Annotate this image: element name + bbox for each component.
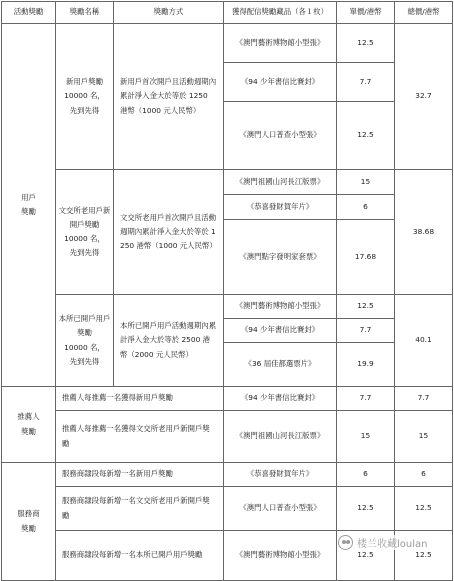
watermark	[338, 535, 427, 550]
item-cell: 《94 少年書信比賽封》	[224, 387, 337, 411]
method-cell: 文交所老用戶首次開戶且活動週期內累計淨入金大於等於 1250 港幣（1000 元人民幣）	[114, 170, 224, 295]
unit-price-cell: 7.7	[337, 387, 395, 411]
item-cell: 《澳門藝術博物館小型張》	[224, 295, 337, 319]
item-cell: 《94 少年書信比賽封》	[224, 319, 337, 343]
category-cell: 推薦人 獎勵	[2, 387, 56, 463]
table-header-row	[2, 2, 453, 24]
unit-price-cell: 7.7	[337, 319, 395, 343]
item-cell: 《澳門祖國山河長江版票》	[224, 170, 337, 195]
total-price-cell: 6	[395, 463, 453, 487]
method-cell: 本所已開戶用戶活動週期內累計淨入金大於等於 2500 港幣（2000 元人民幣）	[114, 295, 224, 387]
unit-price-cell: 6	[337, 195, 395, 220]
table-row	[2, 387, 453, 411]
table-row	[2, 170, 453, 195]
total-price-cell: 12.5	[395, 531, 453, 581]
wechat-icon	[338, 535, 353, 550]
unit-price-cell: 12.5	[337, 102, 395, 170]
unit-price-cell: 12.5	[337, 295, 395, 319]
total-price-cell: 12.5	[395, 487, 453, 531]
method-cell: 新用戶首次開戶且活動週期內累計淨入金大於等於 1250 港幣（1000 元人民幣）	[114, 24, 224, 170]
header-method: 獎勵方式	[114, 2, 224, 24]
reward-name-cell: 文交所老用戶新開戶獎勵 10000 名， 先到先得	[56, 170, 114, 295]
method-cell: 服務商隸段每新增一名文交所老用戶新開戶獎勵	[56, 487, 224, 531]
table-row	[2, 487, 453, 531]
header-activity: 活動獎勵	[2, 2, 56, 24]
reward-name-cell: 新用戶獎勵 10000 名， 先到先得	[56, 24, 114, 170]
header-total-price: 總價/港幣	[395, 2, 453, 24]
unit-price-cell: 7.7	[337, 63, 395, 102]
method-cell: 推薦人每推薦一名獲得文交所老用戶新開戶獎勵	[56, 411, 224, 463]
table-row	[2, 24, 453, 63]
item-cell: 《澳門人口普查小型張》	[224, 102, 337, 170]
header-reward-name: 獎勵名稱	[56, 2, 114, 24]
table-row	[2, 463, 453, 487]
unit-price-cell: 17.68	[337, 220, 395, 295]
item-cell: 《恭喜發財賀年片》	[224, 195, 337, 220]
item-cell: 《澳門藝術博物館小型張》	[224, 24, 337, 63]
item-cell: 《澳門點字發明家套票》	[224, 220, 337, 295]
reward-name-cell: 本所已開戶用戶獎勵 10000 名， 先到先得	[56, 295, 114, 387]
unit-price-cell: 15	[337, 170, 395, 195]
item-cell: 《36 屆佳都選票片》	[224, 343, 337, 387]
total-price-cell: 40.1	[395, 295, 453, 387]
category-cell: 用戶 獎勵	[2, 24, 56, 387]
item-cell: 《94 少年書信比賽封》	[224, 63, 337, 102]
table-row	[2, 411, 453, 463]
total-price-cell: 32.7	[395, 24, 453, 170]
unit-price-cell: 15	[337, 411, 395, 463]
watermark-text: 楼兰收藏loulan	[357, 539, 428, 550]
method-cell: 服務商隸段每新增一名新用戶獎勵	[56, 463, 224, 487]
item-cell: 《澳門人口普查小型張》	[224, 487, 337, 531]
category-cell: 服務商 獎勵	[2, 463, 56, 581]
method-cell: 推薦人每推薦一名獲得新用戶獎勵	[56, 387, 224, 411]
unit-price-cell: 12.5	[337, 531, 395, 581]
reward-table	[1, 1, 453, 581]
method-cell: 服務商隸段每新增一名本所已開戶用戶獎勵	[56, 531, 224, 581]
item-cell: 《澳門藝術博物館小型張》	[224, 531, 337, 581]
unit-price-cell: 19.9	[337, 343, 395, 387]
header-items: 獲得配信獎勵藏品（各１枚）	[224, 2, 337, 24]
total-price-cell: 7.7	[395, 387, 453, 411]
item-cell: 《澳門祖國山河長江版票》	[224, 411, 337, 463]
unit-price-cell: 12.5	[337, 24, 395, 63]
total-price-cell: 15	[395, 411, 453, 463]
unit-price-cell: 12.5	[337, 487, 395, 531]
header-unit-price: 單價/港幣	[337, 2, 395, 24]
total-price-cell: 38.68	[395, 170, 453, 295]
table-row	[2, 295, 453, 319]
unit-price-cell: 6	[337, 463, 395, 487]
item-cell: 《恭喜發財賀年片》	[224, 463, 337, 487]
